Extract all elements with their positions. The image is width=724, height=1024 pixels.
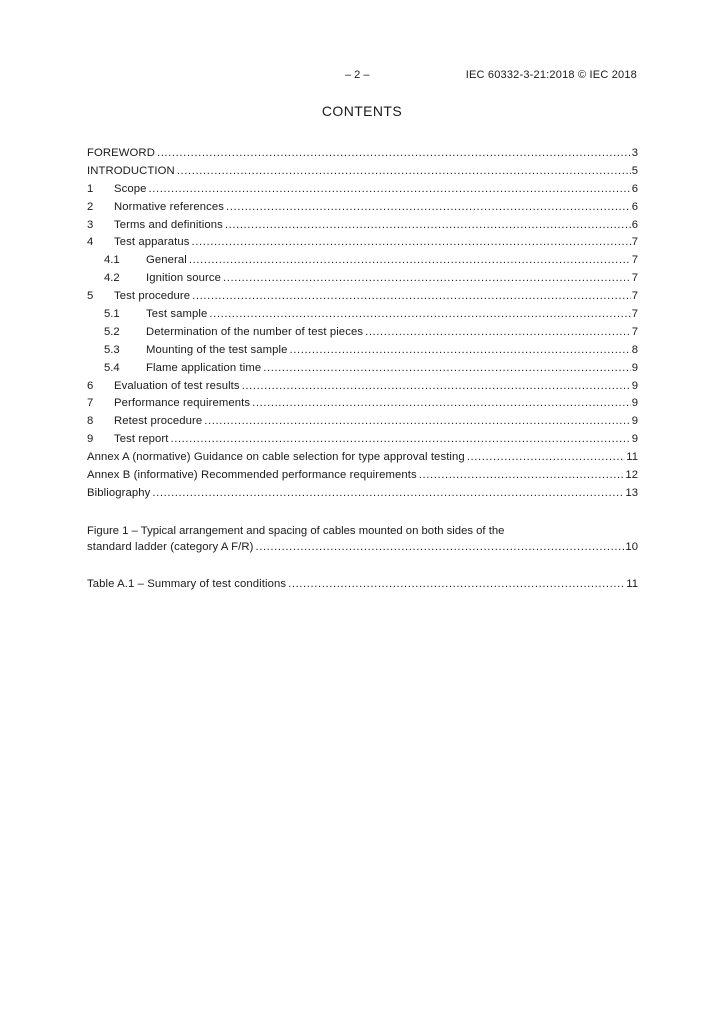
toc-entry-page: 8 — [631, 343, 638, 356]
toc-entry-number: 4.2 — [104, 272, 120, 285]
toc-entry[interactable] — [87, 199, 638, 217]
page-header — [0, 69, 724, 85]
section-gap — [87, 503, 638, 523]
toc-entry-number: 8 — [87, 415, 94, 428]
toc-entry-number: 6 — [87, 379, 94, 392]
toc-leader-dots — [223, 270, 631, 288]
toc-entry-page: 12 — [625, 469, 638, 482]
page-title: CONTENTS — [321, 103, 403, 119]
toc-entry[interactable] — [87, 306, 638, 324]
toc-entry-page: 7 — [631, 272, 638, 285]
toc-entry-number: 3 — [87, 218, 94, 231]
figure-entry-line[interactable]: Figure 1 – Typical arrangement and spacing of cables mounted on both sides of the — [87, 524, 505, 537]
page-number: – 2 – — [345, 69, 370, 81]
toc-leader-dots — [149, 181, 631, 199]
toc-entry-number: 9 — [87, 433, 94, 446]
toc-entry-number: 7 — [87, 397, 94, 410]
toc-leader-dots — [365, 324, 631, 342]
toc-leader-dots — [177, 163, 631, 181]
toc-entry-label: Performance requirements — [114, 397, 251, 410]
toc-entry[interactable] — [87, 217, 638, 235]
toc-leader-dots — [289, 342, 630, 360]
toc-entry-label: Annex A (normative) Guidance on cable selection for type approval testing — [87, 451, 465, 464]
toc-entry[interactable] — [87, 485, 638, 503]
toc-entry-label: FOREWORD — [87, 147, 155, 159]
toc-entry-label: General — [146, 254, 187, 267]
toc-entry[interactable] — [87, 145, 638, 163]
toc-entry[interactable] — [87, 234, 638, 252]
toc-entry[interactable] — [87, 378, 638, 396]
table-entry[interactable] — [87, 576, 638, 594]
toc-entry[interactable] — [87, 163, 638, 181]
toc-entry-number: 5.3 — [104, 343, 120, 356]
figure-entry-page: 10 — [625, 540, 638, 553]
section-gap — [87, 556, 638, 576]
toc-entry-page: 9 — [631, 415, 638, 428]
toc-entry-number: 5.1 — [104, 308, 120, 321]
toc-entry-label: Ignition source — [146, 272, 221, 285]
toc-entry[interactable] — [87, 270, 638, 288]
toc-leader-dots — [242, 378, 631, 396]
toc-entry[interactable] — [87, 342, 638, 360]
toc-leader-dots — [157, 145, 631, 163]
toc-entry[interactable] — [87, 431, 638, 449]
toc-leader-dots — [192, 288, 631, 306]
toc-leader-dots — [255, 539, 624, 556]
toc-entry-number: 5.2 — [104, 325, 120, 338]
toc-entry-number: 4.1 — [104, 254, 120, 267]
toc-entry-page: 9 — [631, 379, 638, 392]
toc-entry-label: Test report — [114, 433, 169, 446]
toc-entry[interactable] — [87, 360, 638, 378]
toc-entry-label: Evaluation of test results — [114, 379, 240, 392]
toc-entry[interactable] — [87, 413, 638, 431]
toc-entry-page: 7 — [631, 236, 638, 249]
toc-entry-page: 9 — [631, 433, 638, 446]
toc-entry-page: 6 — [631, 200, 638, 213]
toc-entry-label: Test apparatus — [114, 236, 190, 249]
toc-entry[interactable] — [87, 288, 638, 306]
toc-leader-dots — [225, 217, 631, 235]
toc-entry-label: Mounting of the test sample — [146, 343, 288, 356]
toc-entry[interactable] — [87, 467, 638, 485]
toc-leader-dots — [152, 485, 624, 503]
toc-entry-number: 5.4 — [104, 361, 120, 374]
toc-entry-page: 6 — [631, 218, 638, 231]
document-id: IEC 60332-3-21:2018 © IEC 2018 — [465, 69, 637, 81]
toc-entry-page: 5 — [631, 164, 638, 177]
toc-entry-number: 5 — [87, 290, 94, 303]
toc-entry-label: INTRODUCTION — [87, 164, 175, 177]
toc-leader-dots — [226, 199, 631, 217]
toc-entry-label: Bibliography — [87, 486, 151, 499]
toc-leader-dots — [263, 360, 630, 378]
toc-entry-page: 7 — [631, 254, 638, 267]
toc-leader-dots — [192, 234, 631, 252]
toc-leader-dots — [170, 431, 630, 449]
toc-entry[interactable] — [87, 181, 638, 199]
toc-entry-page: 9 — [631, 397, 638, 410]
toc-entry-label: Test procedure — [114, 290, 191, 303]
toc-leader-dots — [288, 576, 625, 594]
toc-entry[interactable] — [87, 324, 638, 342]
toc-entry-number: 1 — [87, 182, 94, 195]
toc-entry[interactable] — [87, 395, 638, 413]
toc-entry-page: 7 — [631, 308, 638, 321]
toc-entry-label: Scope — [114, 182, 147, 195]
toc-entry-label: Flame application time — [146, 361, 262, 374]
toc-leader-dots — [252, 395, 631, 413]
toc-leader-dots — [209, 306, 630, 324]
toc-entry-label: Retest procedure — [114, 415, 203, 428]
toc-entry-number: 2 — [87, 200, 94, 213]
toc-leader-dots — [419, 467, 625, 485]
toc-entry-page: 7 — [631, 290, 638, 303]
toc-entry-label: Normative references — [114, 200, 224, 213]
toc-entry[interactable] — [87, 252, 638, 270]
toc-entry-page: 13 — [625, 486, 638, 499]
figure-entry[interactable] — [87, 539, 638, 556]
toc-entry-page: 7 — [631, 325, 638, 338]
toc-leader-dots — [204, 413, 630, 431]
table-of-contents — [87, 145, 638, 594]
toc-entry-page: 9 — [631, 361, 638, 374]
toc-entry-label: Annex B (informative) Recommended performance requirements — [87, 469, 417, 482]
toc-leader-dots — [467, 449, 625, 467]
toc-entry-page: 3 — [631, 147, 638, 159]
toc-entry[interactable] — [87, 449, 638, 467]
table-entry-label: Table A.1 – Summary of test conditions — [87, 577, 287, 590]
table-entry-page: 11 — [626, 577, 638, 590]
toc-entry-number: 4 — [87, 236, 94, 249]
toc-entry-page: 11 — [626, 451, 638, 464]
toc-entry-label: Terms and definitions — [114, 218, 223, 231]
toc-entry-label: Determination of the number of test pieces — [146, 325, 364, 338]
toc-leader-dots — [189, 252, 631, 270]
toc-entry-label: Test sample — [146, 308, 208, 321]
figure-entry-label: standard ladder (category A F/R) — [87, 540, 254, 553]
toc-entry-page: 6 — [631, 182, 638, 195]
